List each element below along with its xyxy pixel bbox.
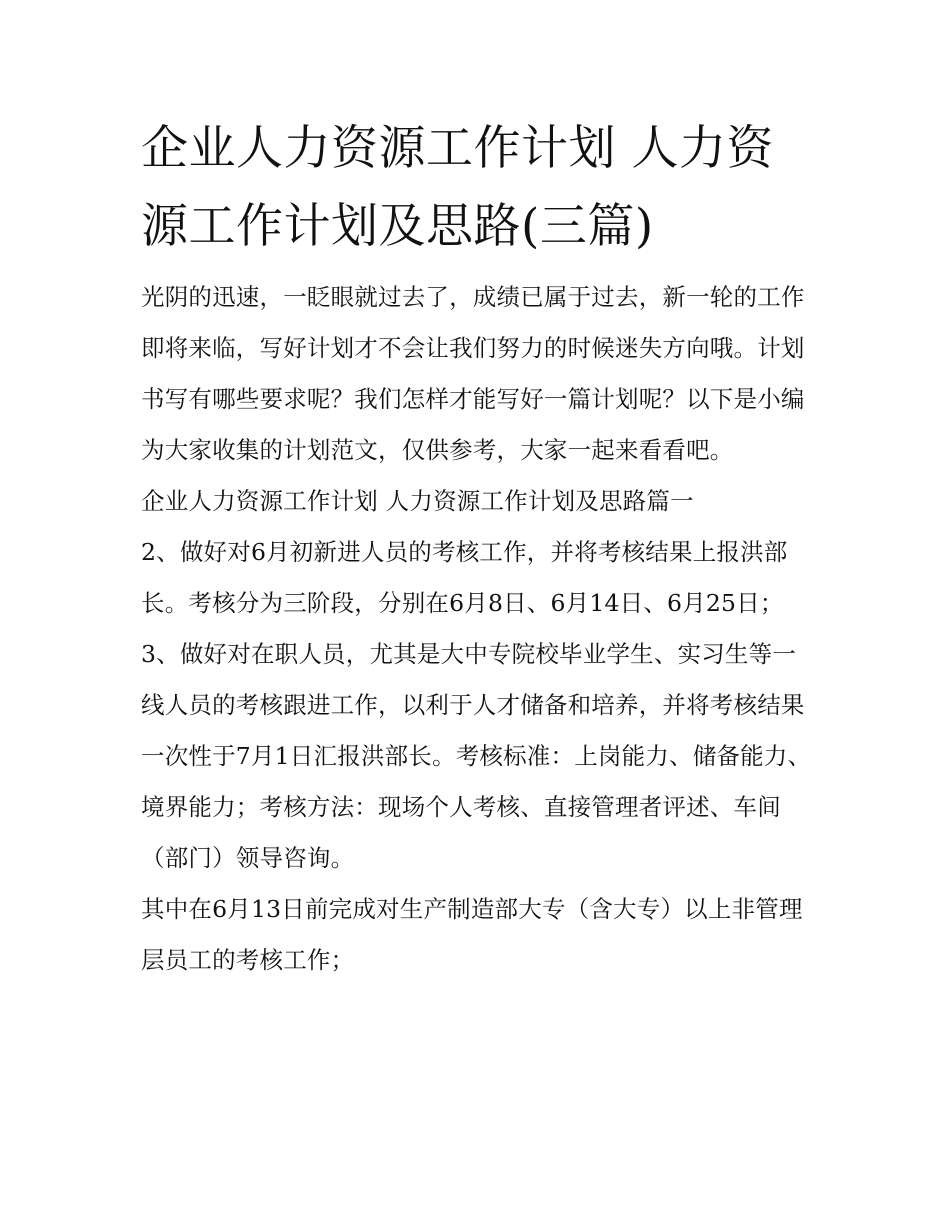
document-title: 企业人力资源工作计划 人力资源工作计划及思路(三篇): [141, 121, 774, 254]
intro-paragraph: 光阴的迅速，一眨眼就过去了，成绩已属于过去，新一轮的工作即将来临，写好计划才不会让我们努力的时候迷失方向哦。计划书写有哪些要求呢？我们怎样才能写好一篇计划呢？以下是小编为大家收集的计划范文，仅供参考，大家一起来看看吧。: [141, 283, 805, 464]
item-3-paragraph: 3、做好对在职人员，尤其是大中专院校毕业学生、实习生等一线人员的考核跟进工作，以利于人才储备和培养，并将考核结果一次性于7月1日汇报洪部长。考核标准：上岗能力、储备能力、境界能力；考核方法：现场个人考核、直接管理者评述、车间（部门）领导咨询。: [141, 640, 812, 872]
closing-paragraph: 其中在6月13日前完成对生产制造部大专（含大专）以上非管理层员工的考核工作；: [141, 895, 803, 974]
document-body: [141, 110, 813, 986]
item-2-paragraph: 2、做好对6月初新进人员的考核工作，并将考核结果上报洪部长。考核分为三阶段，分别在6月8日、6月14日、6月25日；: [141, 538, 788, 617]
section-heading: 企业人力资源工作计划 人力资源工作计划及思路篇一: [141, 487, 694, 515]
